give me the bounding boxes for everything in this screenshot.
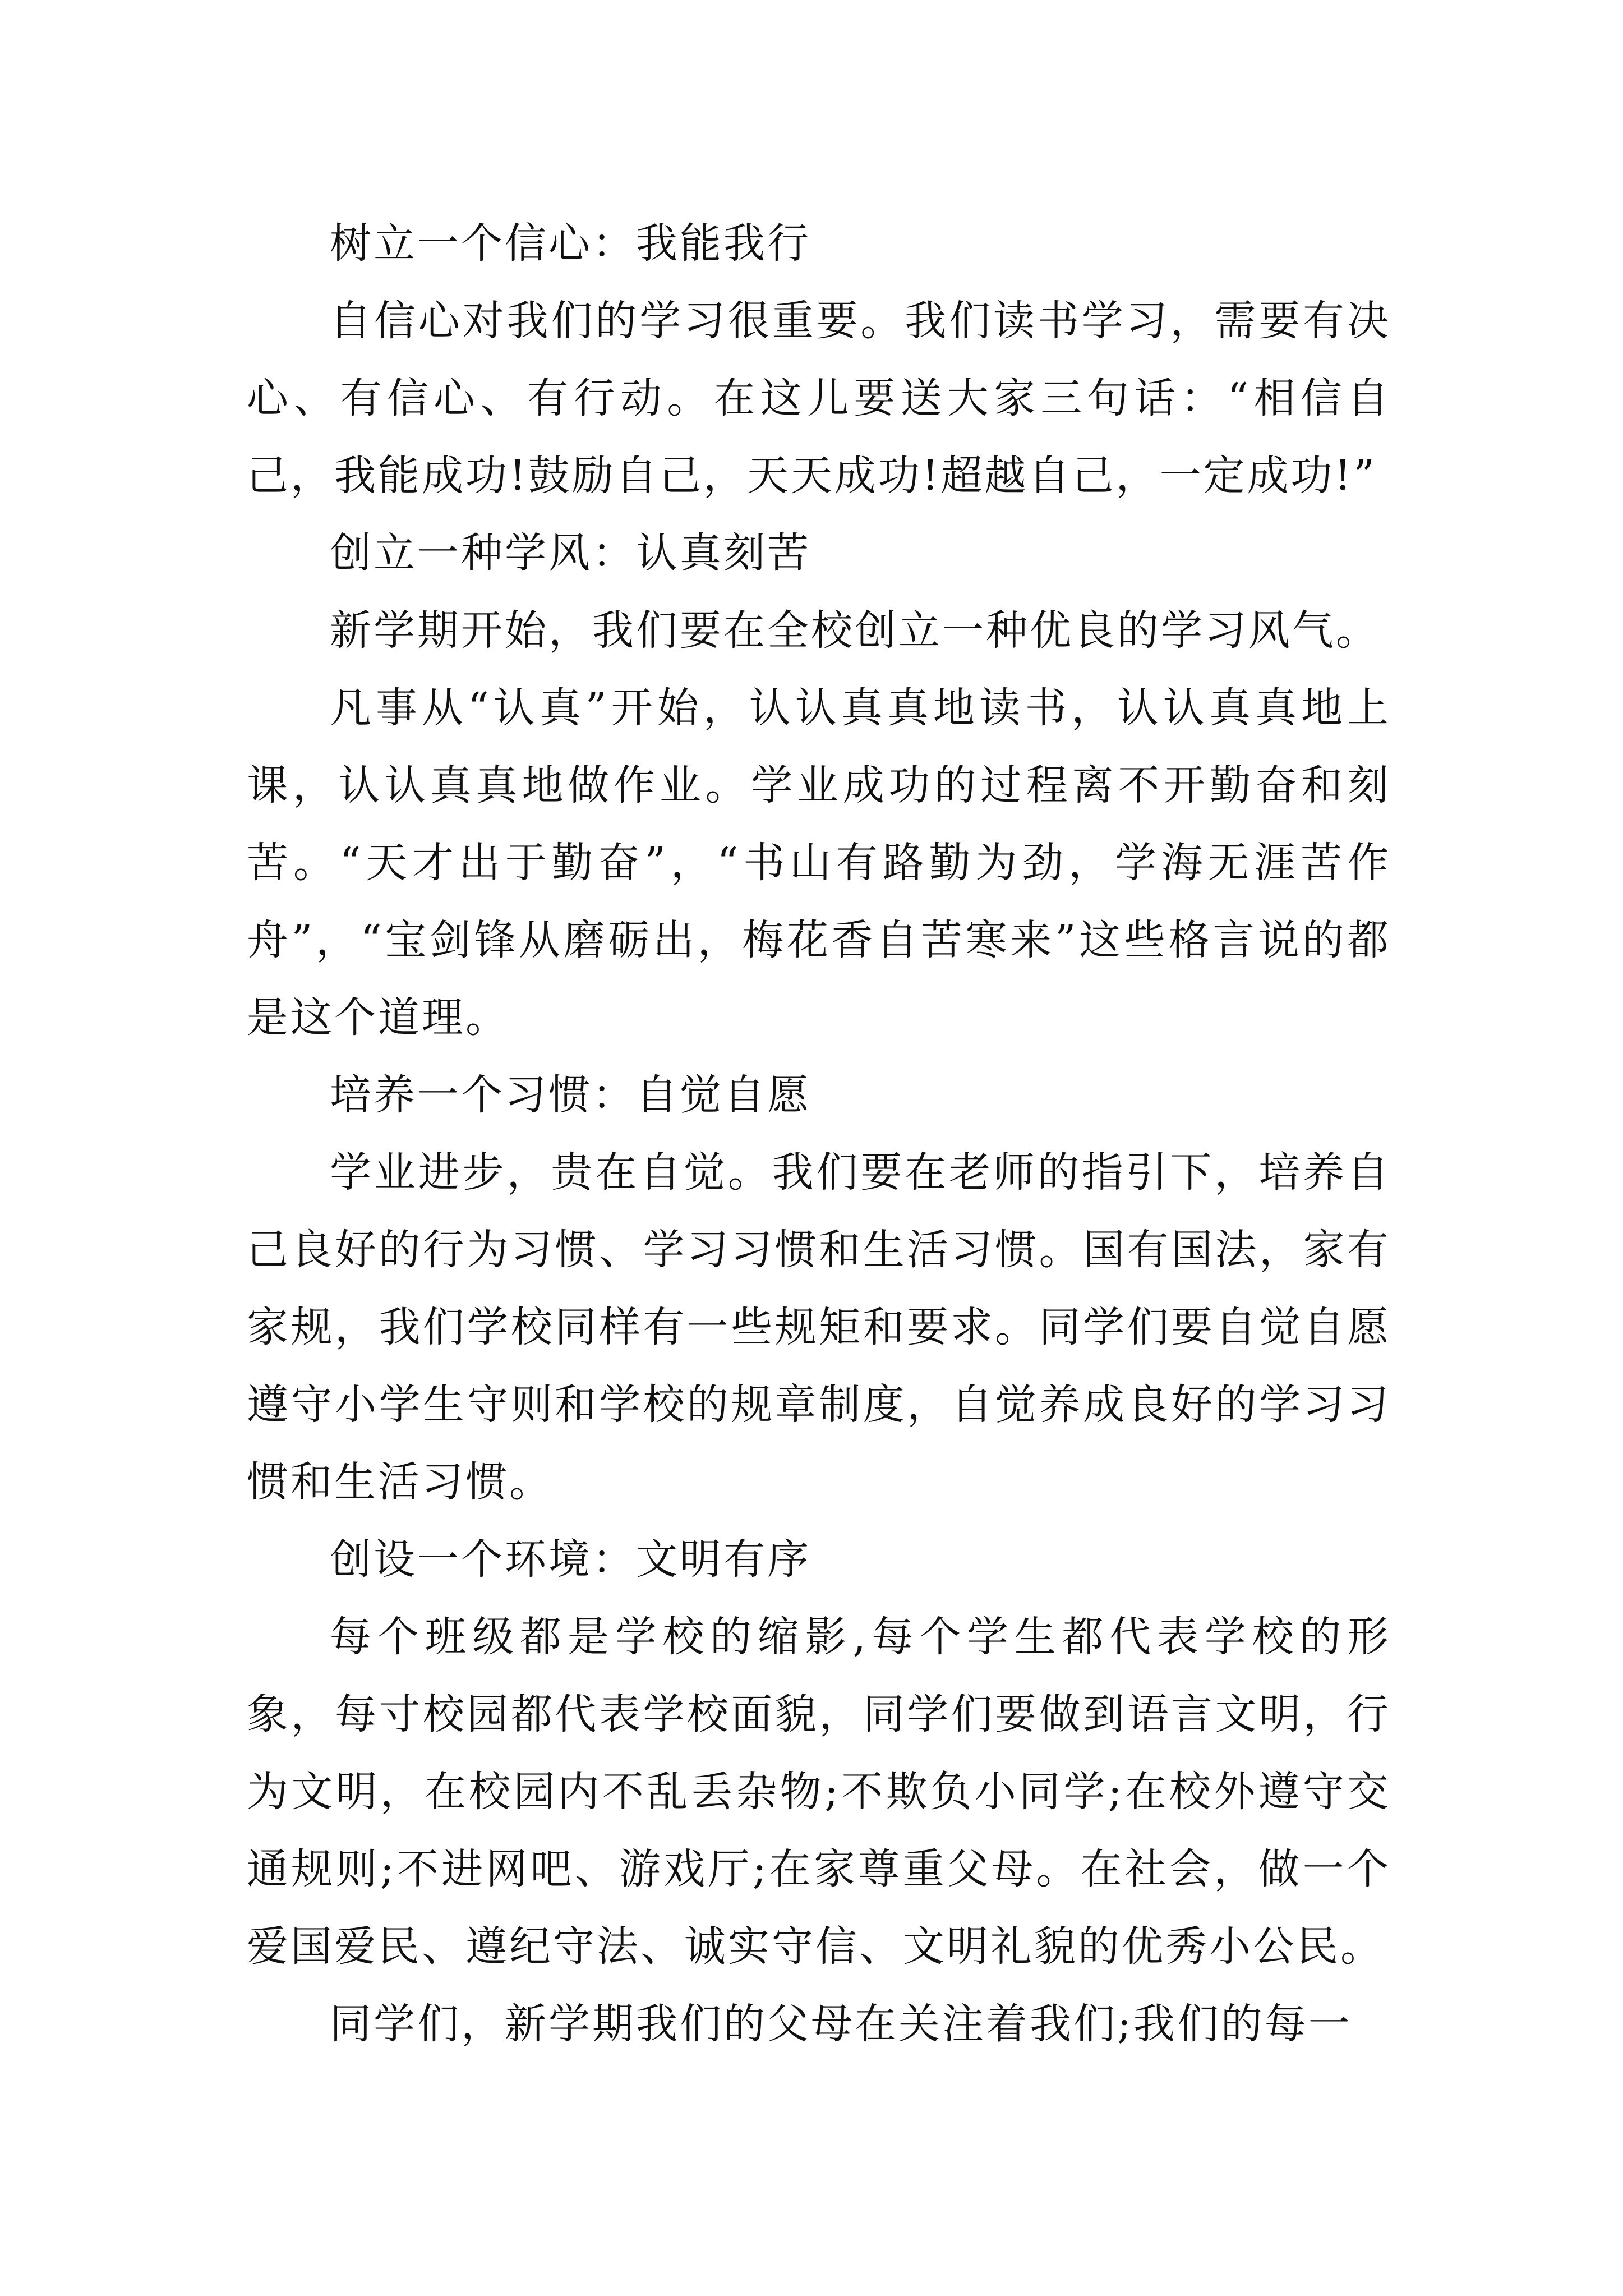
section-heading-study-style: 创立一种学风：认真刻苦 — [330, 529, 811, 577]
paragraph-habit: 学业进步，贵在自觉。我们要在老师的指引下，培养自己良好的行为习惯、学习习惯和生活习惯。国有国法，家有家规，我们学校同样有一些规矩和要求。同学们要自觉自愿遵守小学生守则和学校的规章制度，自觉养成良好的学习习惯和生活习惯。 — [247, 1148, 1391, 1506]
section-heading-habit: 培养一个习惯：自觉自愿 — [330, 1071, 811, 1119]
paragraph-confidence: 自信心对我们的学习很重要。我们读书学习，需要有决心、有信心、有行动。在这儿要送大家三句话：“相信自己，我能成功!鼓励自己，天天成功!超越自己，一定成功!” — [247, 297, 1391, 500]
paragraph-closing: 同学们，新学期我们的父母在关注着我们;我们的每一 — [330, 2000, 1352, 2048]
paragraph-new-semester: 新学期开始，我们要在全校创立一种优良的学习风气。 — [330, 606, 1380, 655]
section-heading-confidence: 树立一个信心：我能我行 — [330, 219, 811, 268]
paragraph-environment: 每个班级都是学校的缩影,每个学生都代表学校的形象，每寸校园都代表学校面貌，同学们要做到语言文明，行为文明，在校园内不乱丢杂物;不欺负小同学;在校外遵守交通规则;不进网吧、游戏厅;在家尊重父母。在社会，做一个爱国爱民、遵纪守法、诚实守信、文明礼貌的优秀小公民。 — [247, 1613, 1391, 1971]
paragraph-diligence: 凡事从“认真”开始，认认真真地读书，认认真真地上课，认认真真地做作业。学业成功的过程离不开勤奋和刻苦。“天才出于勤奋”，“书山有路勤为劲，学海无涯苦作舟”，“宝剑锋从磨砺出，梅花香自苦寒来”这些格言说的都是这个道理。 — [247, 684, 1391, 1042]
document-body — [247, 205, 1391, 2063]
section-heading-environment: 创设一个环境：文明有序 — [330, 1535, 811, 1584]
